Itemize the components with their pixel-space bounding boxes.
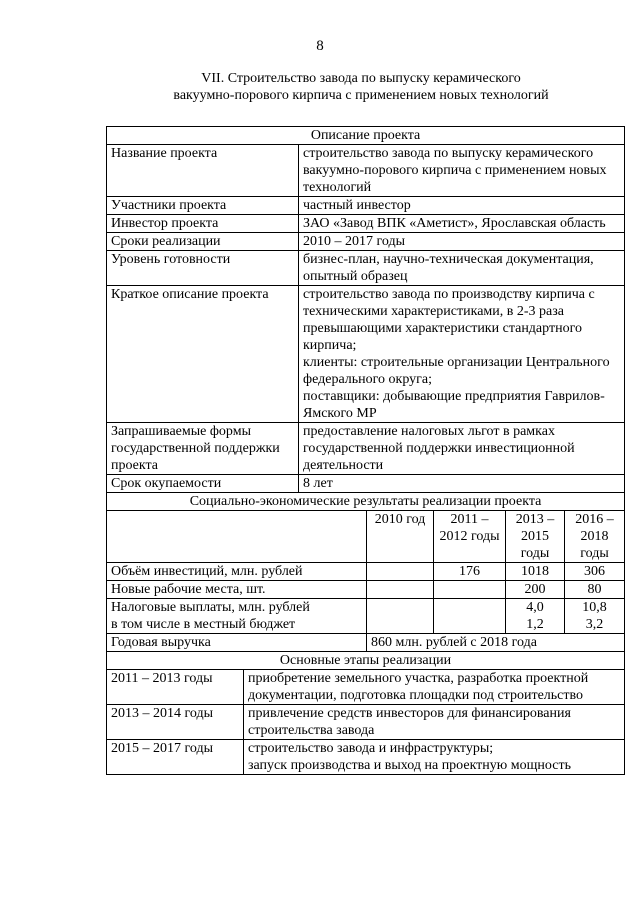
heading-line-1: VII. Строительство завода по выпуску керамического [201, 71, 521, 86]
result-label [107, 599, 367, 634]
result-label: Объём инвестиций, млн. рублей [107, 563, 367, 581]
period-header: 2011 – 2012 годы [434, 511, 506, 563]
row-value: строительство завода по выпуску керамического вакуумно-порового кирпича с применением новых технологий [299, 145, 625, 197]
result-value [506, 599, 565, 634]
table-row [107, 215, 625, 233]
description-title: Описание проекта [107, 127, 625, 145]
row-label: Краткое описание проекта [107, 286, 299, 423]
result-value [434, 599, 506, 634]
result-value: 176 [434, 563, 506, 581]
row-label: Инвестор проекта [107, 215, 299, 233]
stage-period: 2011 – 2013 годы [107, 670, 244, 705]
row-value: 8 лет [299, 475, 625, 493]
table-row [107, 705, 625, 740]
result-value [367, 599, 434, 634]
table-row [107, 233, 625, 251]
page-number: 8 [316, 38, 324, 54]
section-heading [106, 70, 616, 104]
result-label: Новые рабочие места, шт. [107, 581, 367, 599]
revenue-value: 860 млн. рублей с 2018 года [367, 634, 625, 652]
result-value: 80 [565, 581, 625, 599]
local-value: 3,2 [585, 617, 604, 632]
table-row [107, 251, 625, 286]
tax-label: Налоговые выплаты, млн. рублей [111, 600, 310, 615]
description-line: строительство завода по производству кирпича с техническими характеристиками, в 2-3 раза превышающими характеристики стандартного кирпича; [303, 287, 595, 353]
results-header-row [107, 511, 625, 563]
clients-line: клиенты: строительные организации Центрального федерального округа; [303, 355, 610, 387]
result-value [367, 563, 434, 581]
tax-value: 10,8 [582, 600, 607, 615]
table-row [107, 475, 625, 493]
row-value: 2010 – 2017 годы [299, 233, 625, 251]
result-value [367, 581, 434, 599]
row-value: ЗАО «Завод ВПК «Аметист», Ярославская область [299, 215, 625, 233]
result-value [565, 599, 625, 634]
stage-text-line: строительство завода и инфраструктуры; [248, 741, 494, 756]
table-row [107, 581, 625, 599]
stage-text-line: запуск производства и выход на проектную мощность [248, 758, 571, 773]
table-row [107, 423, 625, 475]
stage-period: 2015 – 2017 годы [107, 740, 244, 775]
row-label: Участники проекта [107, 197, 299, 215]
stages-title: Основные этапы реализации [107, 652, 625, 670]
row-label: Запрашиваемые формы государственной поддержки проекта [107, 423, 299, 475]
stage-text: привлечение средств инвесторов для финансирования строительства завода [244, 705, 625, 740]
heading-line-2: вакуумно-порового кирпича с применением новых технологий [173, 88, 549, 103]
result-value [434, 581, 506, 599]
suppliers-line: поставщики: добывающие предприятия Гаврилов-Ямского МР [303, 389, 605, 421]
row-label: Уровень готовности [107, 251, 299, 286]
period-header: 2016 – 2018 годы [565, 511, 625, 563]
table-row [107, 286, 625, 423]
table-row [107, 145, 625, 197]
table-row [107, 563, 625, 581]
period-header: 2010 год [367, 511, 434, 563]
row-value: бизнес-план, научно-техническая документация, опытный образец [299, 251, 625, 286]
table-row [107, 670, 625, 705]
row-label: Название проекта [107, 145, 299, 197]
results-title: Социально-экономические результаты реализации проекта [107, 493, 625, 511]
tax-value: 4,0 [526, 600, 544, 615]
table-row [107, 197, 625, 215]
stage-text [244, 740, 625, 775]
results-header-empty [107, 511, 367, 563]
result-value: 200 [506, 581, 565, 599]
result-value: 306 [565, 563, 625, 581]
row-value [299, 286, 625, 423]
local-budget-label: в том числе в местный бюджет [111, 617, 296, 632]
revenue-label: Годовая выручка [107, 634, 367, 652]
project-table [106, 126, 625, 775]
local-value: 1,2 [526, 617, 544, 632]
table-row [107, 740, 625, 775]
row-value: предоставление налоговых льгот в рамках государственной поддержки инвестиционной деятельности [299, 423, 625, 475]
table-row [107, 599, 625, 634]
result-value: 1018 [506, 563, 565, 581]
table-row [107, 634, 625, 652]
stage-text: приобретение земельного участка, разработка проектной документации, подготовка площадки под строительство [244, 670, 625, 705]
period-header: 2013 – 2015 годы [506, 511, 565, 563]
stage-period: 2013 – 2014 годы [107, 705, 244, 740]
row-value: частный инвестор [299, 197, 625, 215]
row-label: Сроки реализации [107, 233, 299, 251]
row-label: Срок окупаемости [107, 475, 299, 493]
